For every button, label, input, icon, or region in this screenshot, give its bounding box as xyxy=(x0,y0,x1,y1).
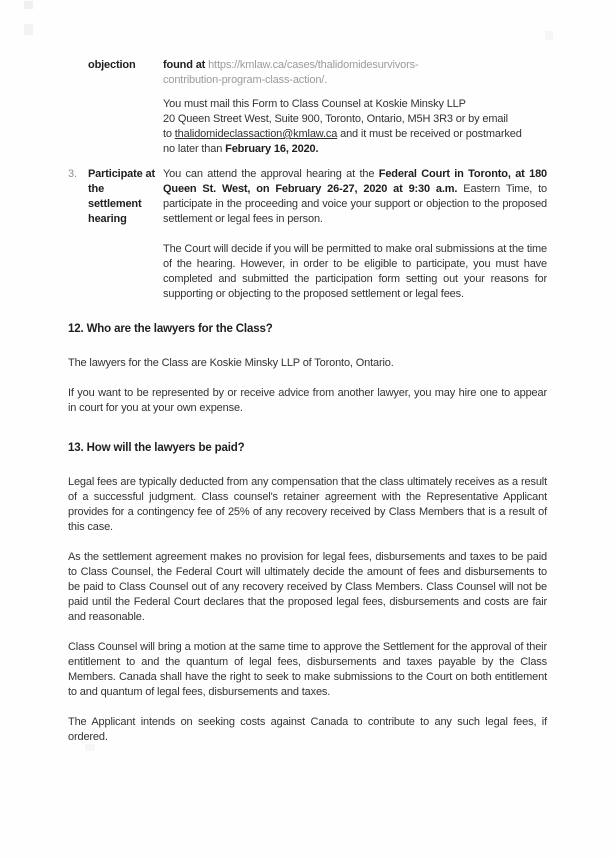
objection-row-number-spacer xyxy=(68,58,88,157)
section-13-heading: 13. How will the lawyers be paid? xyxy=(68,442,245,454)
scan-artifact xyxy=(24,24,33,35)
section-13-paragraph-4: The Applicant intends on seeking costs against Canada to contribute to any such legal fees, if ordered. xyxy=(68,716,547,743)
section-13-paragraph-1: Legal fees are typically deducted from any compensation that the class ultimately receives as a result of a successful judgment. Class counsel's retainer agreement with the Representative Applicant provides for a contingency fee of 25% of any recovery received by Class Members that is a result of this case. xyxy=(68,476,547,533)
objection-row xyxy=(68,58,547,157)
section-12-heading: 12. Who are the lawyers for the Class? xyxy=(68,323,273,335)
section-12-paragraph-1: The lawyers for the Class are Koskie Minsky LLP of Toronto, Ontario. xyxy=(68,357,394,369)
mailing-instructions-paragraph: You must mail this Form to Class Counsel at Koskie Minsky LLP 20 Queen Street West, Suite 900, Toronto, Ontario, M5H 3R3 or by email to thalidomideclassaction@kmlaw.ca and it must be received or postmarked no later than February 16, 2020. xyxy=(163,98,522,155)
section-13-paragraph-3: Class Counsel will bring a motion at the same time to approve the Settlement for the approval of their entitlement to and the quantum of legal fees, disbursements and taxes payable by the Class Members. Canada shall have the right to seek to make submissions to the Court on both entitlement to and quantum of legal fees, disbursements and taxes. xyxy=(68,641,547,698)
scan-artifact xyxy=(545,31,553,40)
found-at-paragraph: found at https://kmlaw.ca/cases/thalidomidesurvivors- contribution-program-class-action/. xyxy=(163,59,419,86)
scan-artifact xyxy=(24,1,33,9)
section-12-paragraph-2: If you want to be represented by or receive advice from another lawyer, you may hire one to appear in court for you at your own expense. xyxy=(68,387,547,414)
kmlaw-case-url-line2[interactable]: contribution-program-class-action/. xyxy=(163,74,328,86)
item-3-number: 3. xyxy=(68,168,77,180)
objection-label: objection xyxy=(88,59,136,71)
kmlaw-case-url-line1[interactable]: https://kmlaw.ca/cases/thalidomidesurvivors- xyxy=(208,59,419,71)
hearing-attendance-paragraph: You can attend the approval hearing at the Federal Court in Toronto, at 180 Queen St. West, on February 26-27, 2020 at 9:30 a.m. Eastern Time, to participate in the proceeding and voice your support or objection to the proposed settlement or legal fees in person. xyxy=(163,168,548,225)
class-action-email-link[interactable]: thalidomideclassaction@kmlaw.ca xyxy=(174,128,338,140)
court-decide-paragraph: The Court will decide if you will be permitted to make oral submissions at the time of the hearing. However, in order to be eligible to participate, you must have completed and submitted the participation form setting out your reasons for supporting or objecting to the proposed settlement or legal fees. xyxy=(163,243,547,300)
participate-content xyxy=(163,167,547,302)
participate-label: Participate at the settlement hearing xyxy=(88,168,155,225)
scan-artifact xyxy=(85,744,95,751)
objection-content xyxy=(163,58,547,157)
participate-row xyxy=(68,167,547,302)
section-13-paragraph-2: As the settlement agreement makes no provision for legal fees, disbursements and taxes to be paid to Class Counsel, the Federal Court will ultimately decide the amount of fees and disbursements to be paid to Class Counsel out of any recovery received by Class Members. Class Counsel will not be paid until the Federal Court declares that the proposed legal fees, disbursements and costs are fair and reasonable. xyxy=(68,551,547,623)
